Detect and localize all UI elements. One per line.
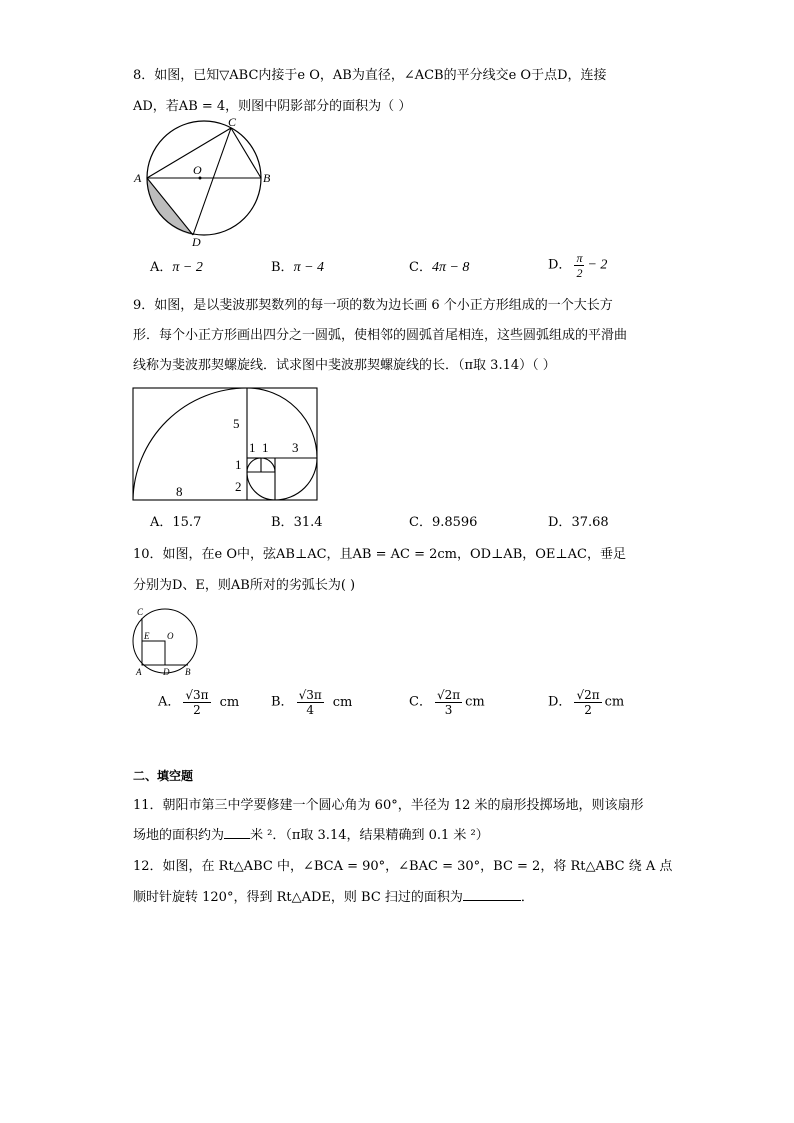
- section2-title: 二、填空题: [133, 769, 194, 783]
- q11-line2: 场地的面积约为 米 ²．（π取 3.14，结果精确到 0.1 米 ²）: [133, 828, 489, 843]
- q10-square: [142, 641, 165, 665]
- q8-figure: [130, 118, 270, 248]
- q9-label-1c: 1: [235, 457, 242, 472]
- q9-figure: [131, 386, 321, 502]
- q9-label-3: 3: [292, 440, 299, 455]
- q8-option-d[interactable]: D． $\frac{\pi}{2}$ − 2: [548, 251, 608, 280]
- q9-label-2: 2: [235, 479, 242, 494]
- q8-label-o: O: [193, 163, 202, 177]
- q8-label-d: D: [192, 235, 201, 248]
- q10-label-b: B: [185, 667, 191, 677]
- q9-label-8: 8: [176, 484, 183, 499]
- q12-answer-blank[interactable]: [463, 888, 521, 901]
- q8-option-c[interactable]: C．4π − 8: [409, 260, 470, 275]
- q8-label-b: B: [263, 171, 270, 185]
- q10-line1: 10．如图，在e O中，弦AB⊥AC，且AB = AC = 2cm，OD⊥AB，OE⊥AC，垂足: [133, 547, 626, 562]
- q11-answer-blank[interactable]: [224, 826, 250, 839]
- q8-side-bc: [231, 128, 261, 178]
- q10-option-b[interactable]: B． $\frac{√3\pi}{4}$ cm: [271, 688, 353, 717]
- q10-label-c: C: [137, 607, 144, 617]
- q9-label-1a: 1: [249, 440, 256, 455]
- q9-outer-rect: [133, 388, 317, 500]
- q10-label-d: D: [163, 667, 170, 677]
- q8-option-b[interactable]: B．π − 4: [271, 260, 325, 275]
- q8-option-a[interactable]: A．π − 2: [150, 260, 203, 275]
- q8-line2: AD，若AB = 4，则图中阴影部分的面积为（ ）: [133, 99, 412, 114]
- q12-line2: 顺时针旋转 120°，得到 Rt△ADE，则 BC 扫过的面积为 ．: [133, 890, 534, 905]
- q10-option-a[interactable]: A． $\frac{√3\pi}{2}$ cm: [158, 688, 240, 717]
- q12-line1: 12．如图，在 Rt△ABC 中，∠BCA = 90°，∠BAC = 30°，BC = 2，将 Rt△ABC 绕 A 点: [133, 859, 673, 874]
- q9-line1: 9．如图，是以斐波那契数列的每一项的数为边长画 6 个小正方形组成的一个大长方: [133, 298, 613, 313]
- q8-side-ac: [147, 128, 231, 178]
- q9-label-5: 5: [233, 416, 240, 431]
- q8-line1: 8．如图，已知▽ABC内接于e O，AB为直径，∠ACB的平分线交e O于点D，连接: [133, 68, 607, 83]
- q10-label-o: O: [167, 631, 174, 641]
- q10-option-d[interactable]: D． $\frac{√2\pi}{2}$ cm: [548, 688, 625, 717]
- q9-option-a[interactable]: A．15.7: [150, 515, 202, 530]
- q8-chord-ad: [147, 178, 193, 235]
- q9-line3: 线称为斐波那契螺旋线．试求图中斐波那契螺旋线的长．（π取 3.14）（ ）: [133, 358, 556, 373]
- q8-label-a: A: [134, 171, 142, 185]
- q8-chord-cd: [193, 128, 231, 235]
- q9-label-1b: 1: [262, 440, 269, 455]
- q10-line2: 分别为D、E，则AB所对的劣弧长为( ): [133, 578, 356, 593]
- q11-line1: 11．朝阳市第三中学要修建一个圆心角为 60°，半径为 12 米的扇形投掷场地，则该扇形: [133, 798, 644, 813]
- q9-spiral: [133, 388, 317, 500]
- q8-label-c: C: [228, 118, 237, 129]
- q9-line2: 形．每个小正方形画出四分之一圆弧，使相邻的圆弧首尾相连，这些圆弧组成的平滑曲: [133, 328, 628, 343]
- q10-option-c[interactable]: C． $\frac{√2\pi}{3}$ cm: [409, 688, 485, 717]
- q10-label-a: A: [136, 667, 142, 677]
- q9-option-b[interactable]: B．31.4: [271, 515, 323, 530]
- q10-label-e: E: [144, 631, 150, 641]
- q10-figure: [132, 604, 204, 678]
- q9-option-d[interactable]: D．37.68: [548, 515, 609, 530]
- q9-option-c[interactable]: C．9.8596: [409, 515, 478, 530]
